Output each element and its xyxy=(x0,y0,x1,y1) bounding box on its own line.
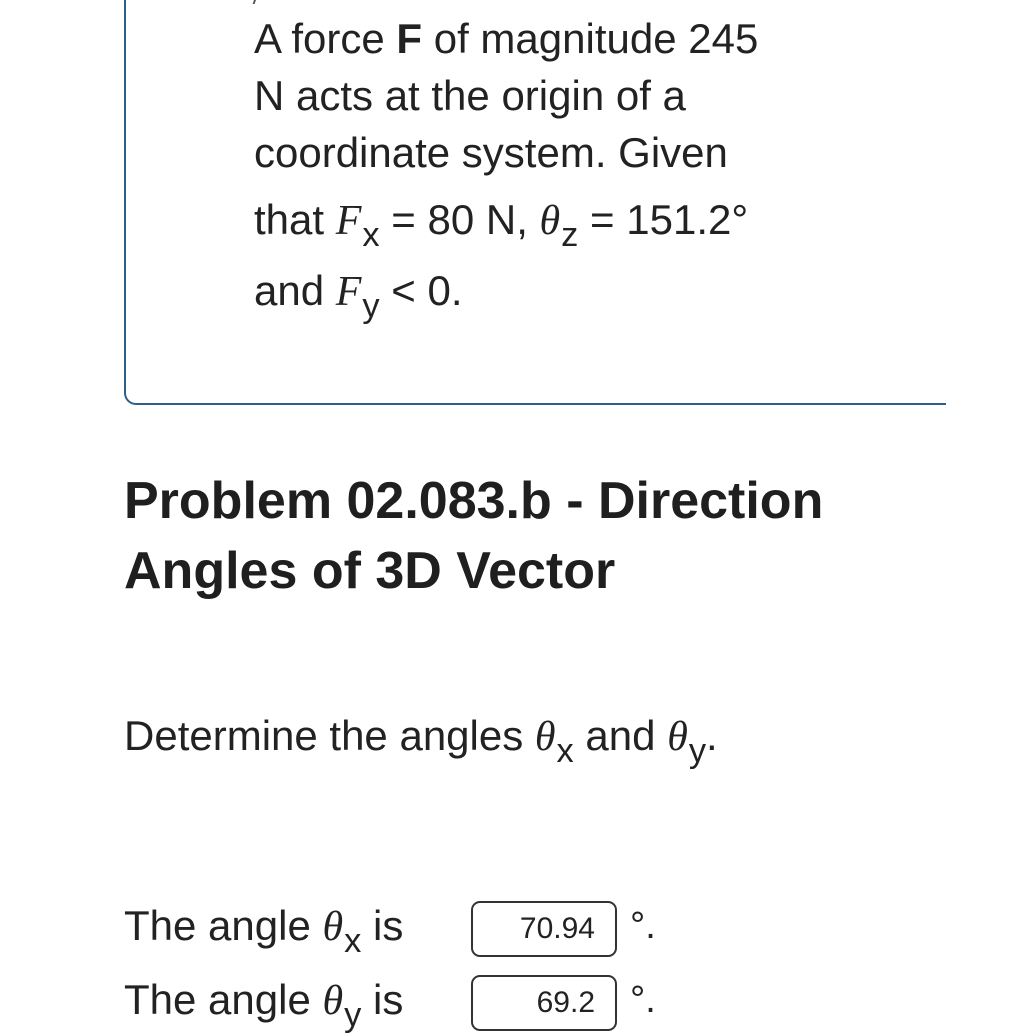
question-prompt xyxy=(124,708,718,771)
theta-y-symbol: θ xyxy=(667,714,688,760)
theta-z-symbol: θ xyxy=(539,198,561,244)
prompt-period: . xyxy=(706,712,718,759)
theta-x-symbol: θ xyxy=(322,904,344,950)
theta-y-subscript: y xyxy=(344,996,362,1034)
theta-x-subscript: x xyxy=(344,922,362,961)
degree-unit: °. xyxy=(630,979,656,1021)
problem-title: Problem 02.083.b - Direction Angles of 3D Vector xyxy=(124,472,824,600)
given-text-and: and xyxy=(254,267,336,314)
given-text-that: that xyxy=(254,196,336,243)
answer-label-text: The angle xyxy=(124,902,323,949)
given-text-magnitude: of magnitude 245 xyxy=(422,15,759,62)
fy-subscript: y xyxy=(362,287,380,326)
theta-y-answer-field[interactable]: 69.2 xyxy=(471,975,617,1031)
given-text-force: A force xyxy=(254,15,397,62)
given-line-1 xyxy=(254,10,854,67)
degree-unit: °. xyxy=(630,905,656,947)
answer-label-text: The angle xyxy=(124,976,323,1023)
given-line-5 xyxy=(254,262,854,326)
fy-symbol: F xyxy=(335,269,362,315)
prompt-and: and xyxy=(573,712,668,759)
theta-z-value: = 151.2° xyxy=(578,196,749,243)
force-symbol: F xyxy=(396,15,423,62)
fx-symbol: F xyxy=(335,198,362,244)
theta-z-subscript: z xyxy=(561,216,579,255)
theta-x-answer-field[interactable]: 70.94 xyxy=(471,901,617,957)
given-line-3: coordinate system. Given xyxy=(254,129,728,176)
given-statement xyxy=(254,10,854,326)
theta-y-symbol: θ xyxy=(322,978,344,1024)
theta-y-subscript: y xyxy=(688,732,707,771)
given-line-2: N acts at the origin of a xyxy=(254,72,686,119)
prompt-text: Determine the angles xyxy=(124,712,535,759)
answer-label-theta-x xyxy=(124,898,404,961)
answer-label-is: is xyxy=(361,976,404,1023)
fy-value: < 0. xyxy=(379,267,463,314)
theta-x-symbol: θ xyxy=(534,714,556,760)
fx-value: = 80 N, xyxy=(379,196,540,243)
fx-subscript: x xyxy=(362,216,380,255)
answer-label-theta-y xyxy=(124,972,404,1034)
given-line-4 xyxy=(254,181,854,262)
theta-x-subscript: x xyxy=(556,732,574,771)
answer-label-is: is xyxy=(361,902,404,949)
